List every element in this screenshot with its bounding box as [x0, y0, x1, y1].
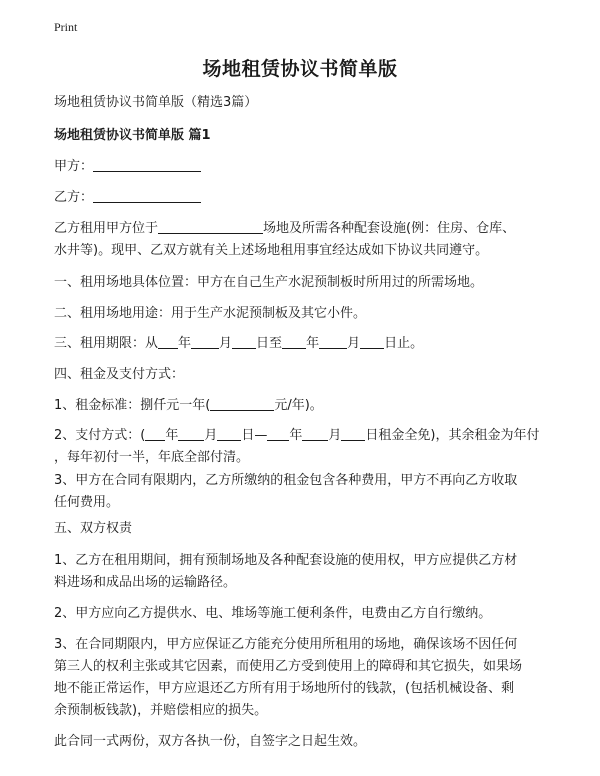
clause-3-end-year: 年: [306, 336, 320, 351]
end-day-blank: [360, 333, 384, 349]
party-b-blank: [93, 187, 201, 203]
payment-year: 年: [165, 428, 179, 443]
party-b-label: 乙方：: [54, 190, 94, 205]
clause-4-1: [54, 395, 554, 417]
clause-3-end-month: 月: [347, 336, 361, 351]
end-month-blank: [319, 333, 347, 349]
end-year-blank: [282, 333, 306, 349]
clause-3-label: 三、租用期限：从: [54, 336, 159, 351]
clause-5-2: 2、甲方应向乙方提供水、电、堆场等施工便利条件，电费由乙方自行缴纳。: [54, 606, 492, 621]
rent-standard-text: 1、租金标准：捌仟元一年(: [54, 398, 211, 413]
intro-line-1: [54, 218, 554, 240]
document-title: 场地租赁协议书简单版: [202, 58, 398, 80]
rent-amount-blank: [210, 395, 274, 411]
section-heading: 场地租赁协议书简单版 篇1: [54, 128, 211, 143]
clause-5-1-line-1: 1、乙方在租用期间，拥有预制场地及各种配套设施的使用权，甲方应提供乙方材: [54, 553, 518, 568]
clause-4-3-line-1: 3、甲方在合同有限期内，乙方所缴纳的租金包含各种费用，甲方不再向乙方收取: [54, 473, 518, 488]
intro-line-2: 水井等)。现甲、乙双方就有关上述场地租用事宜经达成如下协议共同遵守。: [54, 243, 489, 258]
print-link[interactable]: Print: [54, 20, 78, 34]
payment-method-text: 2、支付方式：(: [54, 428, 146, 443]
payment-end-year: 年: [289, 428, 303, 443]
payment-day-dash: 日—: [241, 428, 268, 443]
clause-5-3-line-2: 第三人的权利主张或其它因素，而使用乙方受到使用上的障碍和其它损失，如果场: [54, 659, 523, 674]
clause-4-3-line-2: 任何费用。: [54, 495, 120, 510]
payment-month: 月: [204, 428, 218, 443]
party-b-line: [54, 187, 554, 209]
party-a-label: 甲方：: [54, 159, 94, 174]
intro-text-a: 乙方租用甲方位于: [54, 221, 159, 236]
clause-4: 四、租金及支付方式：: [54, 367, 185, 382]
party-a-line: [54, 156, 554, 178]
clause-5-3-line-4: 余预制板钱款)，并赔偿相应的损失。: [54, 703, 268, 718]
clause-3: [54, 333, 554, 355]
clause-3-end-day: 日止。: [384, 336, 424, 351]
clause-5: 五、双方权责: [54, 521, 133, 536]
start-day-blank: [232, 333, 256, 349]
free-end-month-blank: [302, 425, 328, 441]
clause-4-2-line-2: ，每年初付一半，年底全部付清。: [54, 450, 250, 465]
start-year-blank: [158, 333, 178, 349]
free-start-year-blank: [145, 425, 165, 441]
clause-5-1-line-2: 料进场和成品出场的运输路径。: [54, 575, 237, 590]
clause-5-3-line-1: 3、在合同期限内，甲方应保证乙方能充分使用所租用的场地，确保该场不因任何: [54, 637, 518, 652]
clause-3-month: 月: [219, 336, 233, 351]
subtitle: 场地租赁协议书简单版（精选3篇）: [54, 95, 258, 110]
clause-1: 一、租用场地具体位置：甲方在自己生产水泥预制板时所用过的所需场地。: [54, 275, 484, 290]
intro-text-b: 场地及所需各种配套设施(例：住房、仓库、: [263, 221, 516, 236]
clause-4-2-line-1: [54, 425, 554, 447]
clause-2: 二、租用场地用途：用于生产水泥预制板及其它小件。: [54, 306, 367, 321]
clause-3-year: 年: [178, 336, 192, 351]
location-blank: [158, 218, 263, 234]
closing-statement: 此合同一式两份，双方各执一份，自签字之日起生效。: [54, 734, 367, 749]
rent-unit-text: 元/年)。: [274, 398, 323, 413]
free-end-year-blank: [267, 425, 289, 441]
start-month-blank: [191, 333, 219, 349]
clause-3-day-to: 日至: [256, 336, 283, 351]
free-start-month-blank: [178, 425, 204, 441]
free-end-day-blank: [341, 425, 365, 441]
payment-remainder-text: 日租金全免)，其余租金为年付: [365, 428, 540, 443]
party-a-blank: [93, 156, 201, 172]
payment-end-month: 月: [328, 428, 342, 443]
clause-5-3-line-3: 地不能正常运作，甲方应退还乙方所有用于场地所付的钱款，(包括机械设备、剩: [54, 681, 515, 696]
free-start-day-blank: [217, 425, 241, 441]
